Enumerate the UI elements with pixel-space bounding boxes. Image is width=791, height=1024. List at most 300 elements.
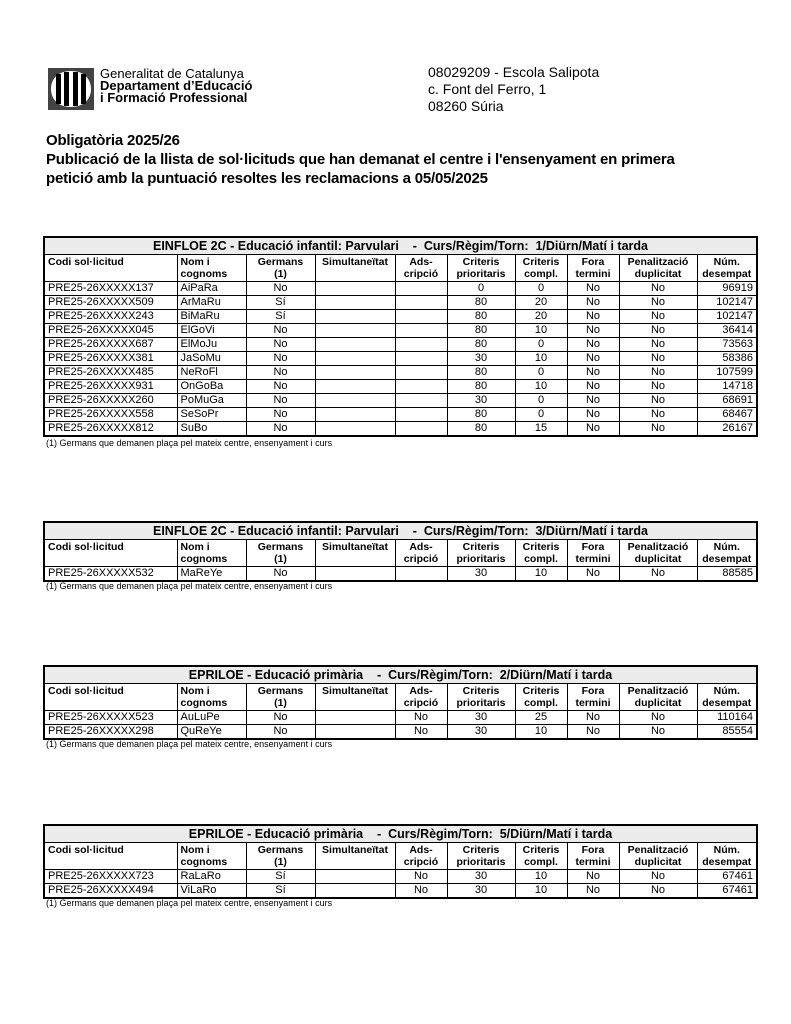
table-cell (395, 408, 447, 422)
table-cell: MaReYe (177, 567, 246, 582)
table-cell: Sí (246, 296, 315, 310)
school-city: 08260 Súria (428, 98, 504, 114)
column-header-line1: Nom i (180, 541, 210, 553)
table-cell: No (619, 380, 697, 394)
table-cell (395, 352, 447, 366)
table-cell: 10 (515, 567, 567, 582)
table-cell: No (567, 884, 619, 899)
column-header (515, 684, 567, 711)
table-cell: 68467 (697, 408, 757, 422)
table-cell: 30 (447, 567, 515, 582)
org-line-2: Departament d’Educació (100, 78, 253, 93)
table-row (44, 366, 757, 380)
table-cell: 25 (515, 711, 567, 725)
column-header-line1: Germans (257, 256, 304, 268)
table-cell: 80 (447, 366, 515, 380)
table-cell: No (567, 282, 619, 296)
table-cell: No (567, 310, 619, 324)
table-cell: 30 (447, 870, 515, 884)
table-cell: No (246, 725, 315, 740)
table-cell: 30 (447, 725, 515, 740)
organization-name (100, 68, 252, 104)
column-header-line1: Codi sol·licitud (48, 844, 124, 856)
table-cell: 67461 (697, 870, 757, 884)
table-cell: No (395, 711, 447, 725)
column-header-line2: desempat (702, 856, 752, 868)
table-cell: 80 (447, 408, 515, 422)
column-header (447, 255, 515, 282)
table-cell (395, 380, 447, 394)
column-header-line2: cognoms (180, 268, 228, 280)
table-cell: 10 (515, 324, 567, 338)
table-cell (315, 711, 395, 725)
table-row (44, 422, 757, 437)
table-row (44, 324, 757, 338)
column-header-line1: Criteris (462, 844, 500, 856)
table-cell: PRE25-26XXXXX812 (44, 422, 177, 437)
column-header (619, 843, 697, 870)
column-header-line1: Penalització (627, 256, 689, 268)
table-cell: Sí (246, 884, 315, 899)
table-cell: ElGoVi (177, 324, 246, 338)
table-cell (315, 725, 395, 740)
table-cell: No (567, 725, 619, 740)
table-row (44, 567, 757, 582)
column-header-line2: (1) (274, 856, 287, 868)
table-cell: No (619, 338, 697, 352)
table-cell: OnGoBa (177, 380, 246, 394)
column-header-line2: (1) (274, 553, 287, 565)
table-row (44, 870, 757, 884)
table-cell (395, 296, 447, 310)
table-cell: No (246, 422, 315, 437)
table-cell: PoMuGa (177, 394, 246, 408)
column-header-line2: duplicitat (634, 856, 682, 868)
table-cell: PRE25-26XXXXX509 (44, 296, 177, 310)
column-header-line2: cognoms (180, 553, 228, 565)
footnote: (1) Germans que demanen plaça pel mateix centre, ensenyament i curs (46, 438, 333, 449)
table-cell (315, 567, 395, 582)
table-section-title: EINFLOE 2C - Educació infantil: Parvulari - Curs/Règim/Torn: 1/Diürn/Matí i tarda (44, 237, 757, 255)
table-cell: No (246, 338, 315, 352)
table-cell (315, 338, 395, 352)
table-cell: 67461 (697, 884, 757, 899)
table-cell: No (395, 725, 447, 740)
column-header (44, 684, 177, 711)
table-cell: No (246, 408, 315, 422)
table-cell: 10 (515, 870, 567, 884)
table-cell: 73563 (697, 338, 757, 352)
table-cell: 68691 (697, 394, 757, 408)
table-row (44, 352, 757, 366)
course-year: Obligatòria 2025/26 (46, 132, 180, 149)
column-header-line2: prioritaris (456, 856, 506, 868)
table-cell (395, 422, 447, 437)
column-header-line2: termini (575, 856, 611, 868)
column-header-line1: Germans (257, 685, 304, 697)
column-header-line2: compl. (524, 697, 558, 709)
table-cell: No (246, 711, 315, 725)
table-cell: No (567, 422, 619, 437)
column-header-line2: duplicitat (634, 268, 682, 280)
column-header-line1: Codi sol·licitud (48, 541, 124, 553)
table-cell: 0 (515, 338, 567, 352)
column-header-line1: Ads- (409, 256, 433, 268)
table-row (44, 338, 757, 352)
table-cell: 88585 (697, 567, 757, 582)
table-section-title: EPRILOE - Educació primària - Curs/Règim/Torn: 2/Diürn/Matí i tarda (44, 666, 757, 684)
table-cell (395, 567, 447, 582)
table-cell: RaLaRo (177, 870, 246, 884)
table-cell: 96919 (697, 282, 757, 296)
column-header-line1: Criteris (462, 256, 500, 268)
table-cell: PRE25-26XXXXX494 (44, 884, 177, 899)
table-cell: PRE25-26XXXXX260 (44, 394, 177, 408)
table-cell: 110164 (697, 711, 757, 725)
table-cell: No (619, 870, 697, 884)
table-row (44, 725, 757, 740)
column-header-line2: termini (575, 553, 611, 565)
column-header-line1: Criteris (462, 541, 500, 553)
column-header-line1: Criteris (522, 685, 560, 697)
table-cell: 10 (515, 380, 567, 394)
column-header (447, 540, 515, 567)
table-cell: No (246, 380, 315, 394)
table-cell: Sí (246, 310, 315, 324)
table-cell: 80 (447, 324, 515, 338)
table-cell (315, 422, 395, 437)
table-cell: No (619, 324, 697, 338)
table-cell (315, 310, 395, 324)
table-cell: PRE25-26XXXXX931 (44, 380, 177, 394)
column-header (619, 540, 697, 567)
table-cell: 80 (447, 310, 515, 324)
column-header (177, 255, 246, 282)
table-cell: AuLuPe (177, 711, 246, 725)
column-header-line1: Criteris (522, 256, 560, 268)
column-header-line1: Penalització (627, 541, 689, 553)
table-cell (315, 296, 395, 310)
table-row (44, 310, 757, 324)
table-cell: SuBo (177, 422, 246, 437)
table-cell: 30 (447, 884, 515, 899)
table-cell: No (567, 296, 619, 310)
column-header-line1: Ads- (409, 541, 433, 553)
table-cell: 80 (447, 422, 515, 437)
table-cell: No (246, 366, 315, 380)
table-cell: 30 (447, 394, 515, 408)
table-cell: PRE25-26XXXXX532 (44, 567, 177, 582)
table-cell (395, 338, 447, 352)
table-cell: No (567, 366, 619, 380)
title-line-2: Publicació de la llista de sol·licituds que han demanat el centre i l'ensenyament en primera (46, 151, 675, 168)
column-header (697, 540, 757, 567)
column-header (246, 255, 315, 282)
table-cell: 20 (515, 296, 567, 310)
table-cell: 102147 (697, 310, 757, 324)
column-header-line1: Nom i (180, 844, 210, 856)
column-header-line2: (1) (274, 268, 287, 280)
table-cell: No (619, 408, 697, 422)
table-cell (315, 884, 395, 899)
table-cell: 30 (447, 352, 515, 366)
column-header (567, 540, 619, 567)
table-cell: NeRoFl (177, 366, 246, 380)
title-line-3: petició amb la puntuació resoltes les reclamacions a 05/05/2025 (46, 170, 488, 187)
table-cell: 80 (447, 338, 515, 352)
application-table (43, 824, 758, 899)
table-cell: 0 (515, 282, 567, 296)
column-header-line1: Penalització (627, 844, 689, 856)
table-cell: 0 (515, 366, 567, 380)
table-cell (395, 394, 447, 408)
application-table (43, 665, 758, 740)
column-header-line2: duplicitat (634, 697, 682, 709)
column-header-line2: cognoms (180, 697, 228, 709)
table-cell (315, 870, 395, 884)
table-cell: 85554 (697, 725, 757, 740)
column-header (515, 540, 567, 567)
table-cell: QuReYe (177, 725, 246, 740)
table-cell: 58386 (697, 352, 757, 366)
table-cell: No (567, 567, 619, 582)
column-header-line2: prioritaris (456, 697, 506, 709)
table-cell: No (567, 408, 619, 422)
column-header (395, 684, 447, 711)
table-cell: ViLaRo (177, 884, 246, 899)
column-header-line1: Simultaneïtat (322, 541, 388, 553)
table-cell (315, 366, 395, 380)
table-cell: No (567, 870, 619, 884)
table-cell: No (246, 394, 315, 408)
column-header-line1: Fora (581, 541, 605, 553)
application-table (43, 521, 758, 582)
table-cell: PRE25-26XXXXX485 (44, 366, 177, 380)
column-header-line1: Núm. (713, 685, 740, 697)
column-header-line2: prioritaris (456, 553, 506, 565)
table-cell: 107599 (697, 366, 757, 380)
table-cell: 30 (447, 711, 515, 725)
column-header (246, 684, 315, 711)
table-row (44, 380, 757, 394)
table-row (44, 711, 757, 725)
column-header-line1: Nom i (180, 685, 210, 697)
table-cell: No (619, 310, 697, 324)
table-cell: SeSoPr (177, 408, 246, 422)
table-cell: 0 (447, 282, 515, 296)
column-header-line2: desempat (702, 553, 752, 565)
column-header-line2: desempat (702, 697, 752, 709)
application-table (43, 236, 758, 437)
column-header-line1: Criteris (462, 685, 500, 697)
table-section-title: EPRILOE - Educació primària - Curs/Règim/Torn: 5/Diürn/Matí i tarda (44, 825, 757, 843)
column-header-line1: Núm. (713, 844, 740, 856)
table-cell: 80 (447, 380, 515, 394)
table-cell: PRE25-26XXXXX137 (44, 282, 177, 296)
column-header (567, 843, 619, 870)
table-cell: No (619, 725, 697, 740)
table-cell: AiPaRa (177, 282, 246, 296)
table-cell: 26167 (697, 422, 757, 437)
column-header-line1: Simultaneïtat (322, 685, 388, 697)
table-cell: No (619, 422, 697, 437)
table-cell: No (619, 296, 697, 310)
column-header-line2: cognoms (180, 856, 228, 868)
column-header-line2: desempat (702, 268, 752, 280)
table-cell: No (246, 324, 315, 338)
table-row (44, 884, 757, 899)
footnote: (1) Germans que demanen plaça pel mateix centre, ensenyament i curs (46, 739, 333, 750)
column-header-line1: Codi sol·licitud (48, 256, 124, 268)
column-header (567, 684, 619, 711)
column-header (44, 540, 177, 567)
column-header-line1: Penalització (627, 685, 689, 697)
column-header (515, 843, 567, 870)
table-cell: No (567, 338, 619, 352)
table-row (44, 282, 757, 296)
column-header (395, 540, 447, 567)
table-cell: No (619, 567, 697, 582)
column-header-line2: duplicitat (634, 553, 682, 565)
column-header-line2: termini (575, 268, 611, 280)
table-cell: PRE25-26XXXXX243 (44, 310, 177, 324)
table-cell (315, 282, 395, 296)
table-cell: 36414 (697, 324, 757, 338)
column-header-line1: Simultaneïtat (322, 844, 388, 856)
column-header (619, 684, 697, 711)
column-header (315, 540, 395, 567)
table-cell (315, 352, 395, 366)
table-cell: No (619, 394, 697, 408)
table-cell (395, 310, 447, 324)
table-cell: No (246, 567, 315, 582)
column-header-line1: Ads- (409, 685, 433, 697)
school-street: c. Font del Ferro, 1 (428, 81, 547, 97)
column-header (697, 255, 757, 282)
table-cell: 102147 (697, 296, 757, 310)
table-cell: 10 (515, 725, 567, 740)
table-cell: No (567, 711, 619, 725)
table-cell: No (567, 380, 619, 394)
school-address (428, 64, 599, 115)
column-header-line1: Germans (257, 541, 304, 553)
column-header (315, 255, 395, 282)
table-cell: No (246, 352, 315, 366)
column-header-line1: Simultaneïtat (322, 256, 388, 268)
column-header (619, 255, 697, 282)
column-header-line1: Núm. (713, 256, 740, 268)
table-cell: No (619, 711, 697, 725)
column-header-line2: compl. (524, 268, 558, 280)
column-header-line1: Fora (581, 844, 605, 856)
column-header (246, 540, 315, 567)
table-row (44, 394, 757, 408)
column-header (315, 843, 395, 870)
column-header (315, 684, 395, 711)
column-header-line2: cripció (403, 268, 439, 280)
table-cell: ElMoJu (177, 338, 246, 352)
table-cell (315, 380, 395, 394)
table-cell (395, 282, 447, 296)
table-cell: 20 (515, 310, 567, 324)
column-header-line1: Germans (257, 844, 304, 856)
column-header (177, 843, 246, 870)
table-cell: No (619, 282, 697, 296)
column-header (697, 684, 757, 711)
table-cell: PRE25-26XXXXX723 (44, 870, 177, 884)
column-header-line1: Ads- (409, 844, 433, 856)
table-cell: 14718 (697, 380, 757, 394)
column-header (515, 255, 567, 282)
table-cell: No (395, 884, 447, 899)
column-header-line1: Criteris (522, 541, 560, 553)
column-header (395, 843, 447, 870)
table-section-title: EINFLOE 2C - Educació infantil: Parvulari - Curs/Règim/Torn: 3/Diürn/Matí i tarda (44, 522, 757, 540)
column-header (44, 255, 177, 282)
table-cell: No (567, 352, 619, 366)
column-header (395, 255, 447, 282)
column-header-line1: Fora (581, 256, 605, 268)
column-header-line1: Criteris (522, 844, 560, 856)
table-cell: Sí (246, 870, 315, 884)
table-cell (395, 366, 447, 380)
column-header-line1: Núm. (713, 541, 740, 553)
column-header (567, 255, 619, 282)
table-cell: 15 (515, 422, 567, 437)
table-row (44, 296, 757, 310)
column-header (246, 843, 315, 870)
table-cell: JaSoMu (177, 352, 246, 366)
footnote: (1) Germans que demanen plaça pel mateix centre, ensenyament i curs (46, 581, 333, 592)
table-cell (395, 324, 447, 338)
column-header-line2: cripció (403, 856, 439, 868)
column-header-line1: Nom i (180, 256, 210, 268)
generalitat-logo-icon (48, 68, 94, 110)
table-cell: BiMaRu (177, 310, 246, 324)
column-header (177, 684, 246, 711)
column-header-line2: prioritaris (456, 268, 506, 280)
column-header (177, 540, 246, 567)
table-cell: 80 (447, 296, 515, 310)
table-cell: PRE25-26XXXXX045 (44, 324, 177, 338)
table-cell: PRE25-26XXXXX687 (44, 338, 177, 352)
column-header-line1: Codi sol·licitud (48, 685, 124, 697)
table-row (44, 408, 757, 422)
column-header-line1: Fora (581, 685, 605, 697)
table-cell (315, 324, 395, 338)
table-cell: PRE25-26XXXXX298 (44, 725, 177, 740)
table-cell: PRE25-26XXXXX558 (44, 408, 177, 422)
column-header-line2: (1) (274, 697, 287, 709)
school-name: 08029209 - Escola Salipota (428, 64, 600, 80)
column-header-line2: cripció (403, 697, 439, 709)
column-header-line2: compl. (524, 856, 558, 868)
table-cell: No (619, 366, 697, 380)
table-cell: PRE25-26XXXXX381 (44, 352, 177, 366)
table-cell: 0 (515, 408, 567, 422)
table-cell: No (567, 394, 619, 408)
column-header (697, 843, 757, 870)
table-cell (315, 408, 395, 422)
column-header-line2: termini (575, 697, 611, 709)
column-header-line2: cripció (403, 553, 439, 565)
column-header-line2: compl. (524, 553, 558, 565)
document-title (46, 131, 675, 188)
table-cell: No (619, 352, 697, 366)
org-line-1: Generalitat de Catalunya (100, 66, 244, 81)
column-header (44, 843, 177, 870)
column-header (447, 684, 515, 711)
